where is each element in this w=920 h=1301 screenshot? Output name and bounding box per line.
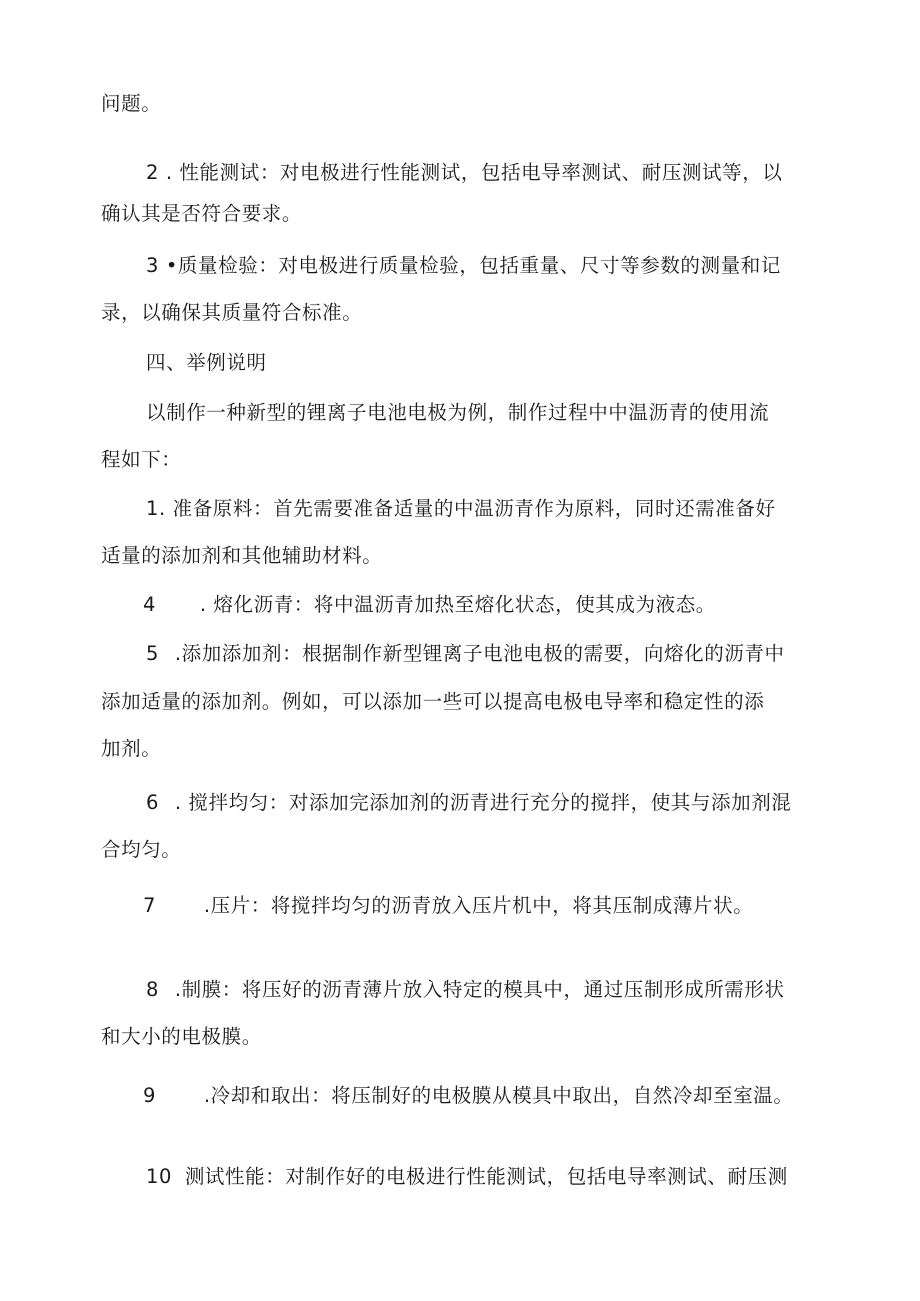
text-fragment: 以制作一种新型的锂离子电池电极为例，制作过程中中温沥青的使用流 bbox=[146, 401, 770, 424]
item-number: 9 bbox=[143, 1084, 157, 1107]
section-heading bbox=[146, 350, 267, 376]
text-line bbox=[101, 543, 382, 569]
item-number: 8 bbox=[146, 978, 160, 1001]
list-item bbox=[146, 160, 782, 186]
text-fragment: 录，以确保其质量符合标准。 bbox=[101, 301, 363, 324]
item-number: 5 bbox=[146, 642, 160, 665]
text-line bbox=[101, 837, 181, 863]
list-item bbox=[143, 592, 716, 618]
text-fragment: 加剂。 bbox=[101, 737, 162, 760]
text-fragment: •质量检验：对电极进行质量检验，包括重量、尺寸等参数的测量和记 bbox=[165, 254, 781, 277]
text-line bbox=[101, 201, 302, 227]
list-item bbox=[146, 253, 781, 279]
item-number: 7 bbox=[143, 894, 157, 917]
text-fragment: 适量的添加剂和其他辅助材料。 bbox=[101, 544, 383, 567]
text-fragment: 和大小的电极膜。 bbox=[101, 1025, 262, 1048]
item-number: 10 bbox=[146, 1165, 173, 1188]
heading-text: 四、举例说明 bbox=[146, 351, 267, 374]
list-item bbox=[143, 1083, 794, 1109]
text-fragment: .添加添加剂：根据制作新型锂离子电池电极的需要，向熔化的沥青中 bbox=[174, 642, 785, 665]
text-fragment: 确认其是否符合要求。 bbox=[101, 202, 303, 225]
text-fragment: .冷却和取出：将压制好的电极膜从模具中取出，自然冷却至室温。 bbox=[203, 1084, 794, 1107]
item-number: 6 bbox=[146, 791, 160, 814]
text-fragment: 测试性能：对制作好的电极进行性能测试，包括电导率测试、耐压测 bbox=[184, 1165, 788, 1188]
text-line bbox=[101, 300, 362, 326]
list-item bbox=[146, 790, 791, 816]
text-fragment: 1. 准备原料：首先需要准备适量的中温沥青作为原料，同时还需准备好 bbox=[146, 497, 776, 520]
text-fragment: 程如下： bbox=[101, 448, 182, 471]
text-line bbox=[146, 400, 769, 426]
text-line bbox=[101, 689, 764, 715]
text-fragment: . 性能测试：对电极进行性能测试，包括电导率测试、耐压测试等，以 bbox=[165, 161, 783, 184]
text-fragment: 添加适量的添加剂。例如，可以添加一些可以提高电极电导率和稳定性的添 bbox=[101, 690, 765, 713]
item-number: 3 bbox=[146, 254, 160, 277]
text-line bbox=[101, 447, 181, 473]
list-item bbox=[146, 1164, 788, 1190]
list-item bbox=[146, 641, 785, 667]
text-line bbox=[101, 1024, 262, 1050]
list-item bbox=[143, 893, 753, 919]
item-number: 4 bbox=[143, 593, 157, 616]
text-line bbox=[101, 91, 161, 117]
list-item bbox=[146, 977, 785, 1003]
text-fragment: . 搅拌均匀：对添加完添加剂的沥青进行充分的搅拌，使其与添加剂混 bbox=[174, 791, 792, 814]
text-fragment: 合均匀。 bbox=[101, 838, 182, 861]
item-number: 2 bbox=[146, 161, 160, 184]
text-fragment: .制膜：将压好的沥青薄片放入特定的模具中，通过压制形成所需形状 bbox=[174, 978, 785, 1001]
text-fragment: 问题。 bbox=[101, 92, 162, 115]
text-line bbox=[101, 736, 161, 762]
text-fragment: .压片：将搅拌均匀的沥青放入压片机中，将其压制成薄片状。 bbox=[203, 894, 754, 917]
list-item bbox=[146, 496, 776, 522]
text-fragment: . 熔化沥青：将中温沥青加热至熔化状态，使其成为液态。 bbox=[199, 593, 716, 616]
